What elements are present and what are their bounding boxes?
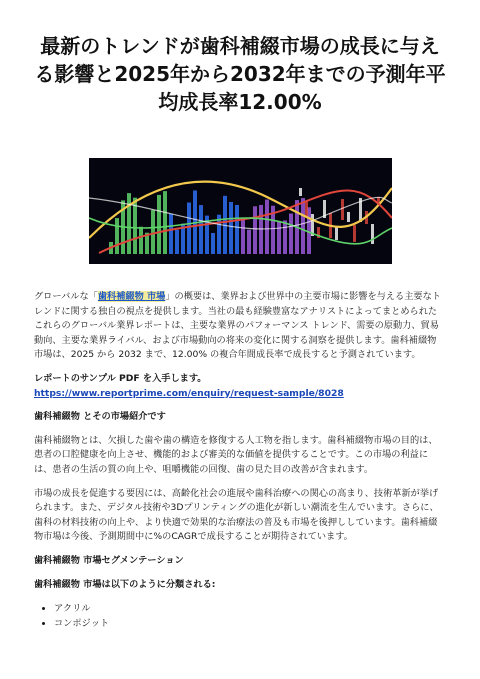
hero-bar	[139, 227, 143, 254]
hero-bar	[241, 218, 245, 254]
hero-bar	[265, 200, 269, 254]
hero-bar	[211, 233, 215, 254]
hero-bar	[127, 193, 131, 254]
market-intro-paragraph: 歯科補綴物とは、欠損した歯や歯の構造を修復する人工物を指します。歯科補綴物市場の目的は、患者の口腔健康を向上させ、機能的および審美的な価値を提供することです。この市場の利益には、患者の生活の質の向上や、咀嚼機能の回復、歯の見た目の改善が含まれます。	[34, 434, 438, 475]
hero-bar	[175, 230, 179, 254]
sample-request	[34, 372, 446, 401]
sample-link[interactable]: https://www.reportprime.com/enquiry/request-sample/8028	[34, 387, 344, 399]
sample-label: レポートのサンプル PDF を入手します。	[34, 372, 207, 384]
hero-image	[89, 158, 392, 264]
article-body	[34, 290, 446, 631]
market-keyword-link[interactable]: 歯科補綴物 市場	[97, 291, 166, 302]
hero-bar	[283, 220, 287, 254]
hero-bar	[169, 214, 173, 254]
intro-text: 」の概要は、業界および世界中の主要市場に影響を与える主要なトレンドに関する独自の視点を提供します。当社の最も経験豊富なアナリストによってまとめられたこれらのグローバル業界レポートは、主要な業界のパフォーマンス トレンド、需要の原動力、貿易動向、主要な業界ライバル、および市場動向の将来の変化に関する洞察を提供します。歯科補綴物 市場は、2025 から 2032 まで、12.00% の複合年間成長率で成長すると予測されています。	[34, 291, 441, 361]
hero-bar	[229, 202, 233, 254]
hero-candle	[335, 226, 338, 240]
hero-bar	[253, 206, 257, 254]
hero-bar	[115, 218, 119, 254]
financial-chart-image	[89, 158, 392, 264]
hero-bar	[163, 191, 167, 254]
segment-list	[34, 601, 446, 631]
hero-bar	[277, 221, 281, 254]
hero-candle	[371, 224, 374, 244]
hero-bar	[289, 214, 293, 254]
hero-bar	[235, 205, 239, 254]
hero-bar	[151, 210, 155, 254]
hero-bar	[247, 230, 251, 254]
section-heading-classification: 歯科補綴物 市場は以下のように分類される:	[34, 578, 216, 590]
hero-candle	[347, 212, 350, 222]
hero-bar	[157, 195, 161, 254]
section-heading-intro: 歯科補綴物 とその市場紹介です	[34, 411, 166, 423]
intro-paragraph	[34, 290, 446, 363]
hero-candle	[341, 199, 344, 220]
hero-candle	[305, 201, 308, 216]
list-item: • アクリル	[54, 601, 446, 616]
hero-candle	[353, 225, 356, 242]
list-item: • コンポジット	[54, 616, 446, 631]
hero-bar	[187, 203, 191, 254]
keyword-highlight	[98, 291, 166, 302]
growth-factors-paragraph: 市場の成長を促進する要因には、高齢化社会の進展や歯科治療への関心の高まり、技術革新が挙げられます。また、デジタル技術や3Dプリンティングの進化が新しい潮流を生んでいます。さらに、歯科の材料技術の向上や、より快適で効果的な治療法の普及も市場を後押ししています。歯科補綴物市場は今後、予測期間中に%のCAGRで成長することが期待されています。	[34, 487, 439, 543]
hero-candle	[299, 188, 302, 196]
page-title: 最新のトレンドが歯科補綴市場の成長に与える影響と2025年から2032年までの予測年平均成長率12.00%	[34, 34, 446, 114]
section-heading-segmentation: 歯科補綴物 市場セグメンテーション	[34, 554, 184, 566]
intro-prefix: グローバルな「	[34, 291, 98, 302]
hero-bar	[301, 198, 305, 254]
hero-bar	[199, 205, 203, 254]
